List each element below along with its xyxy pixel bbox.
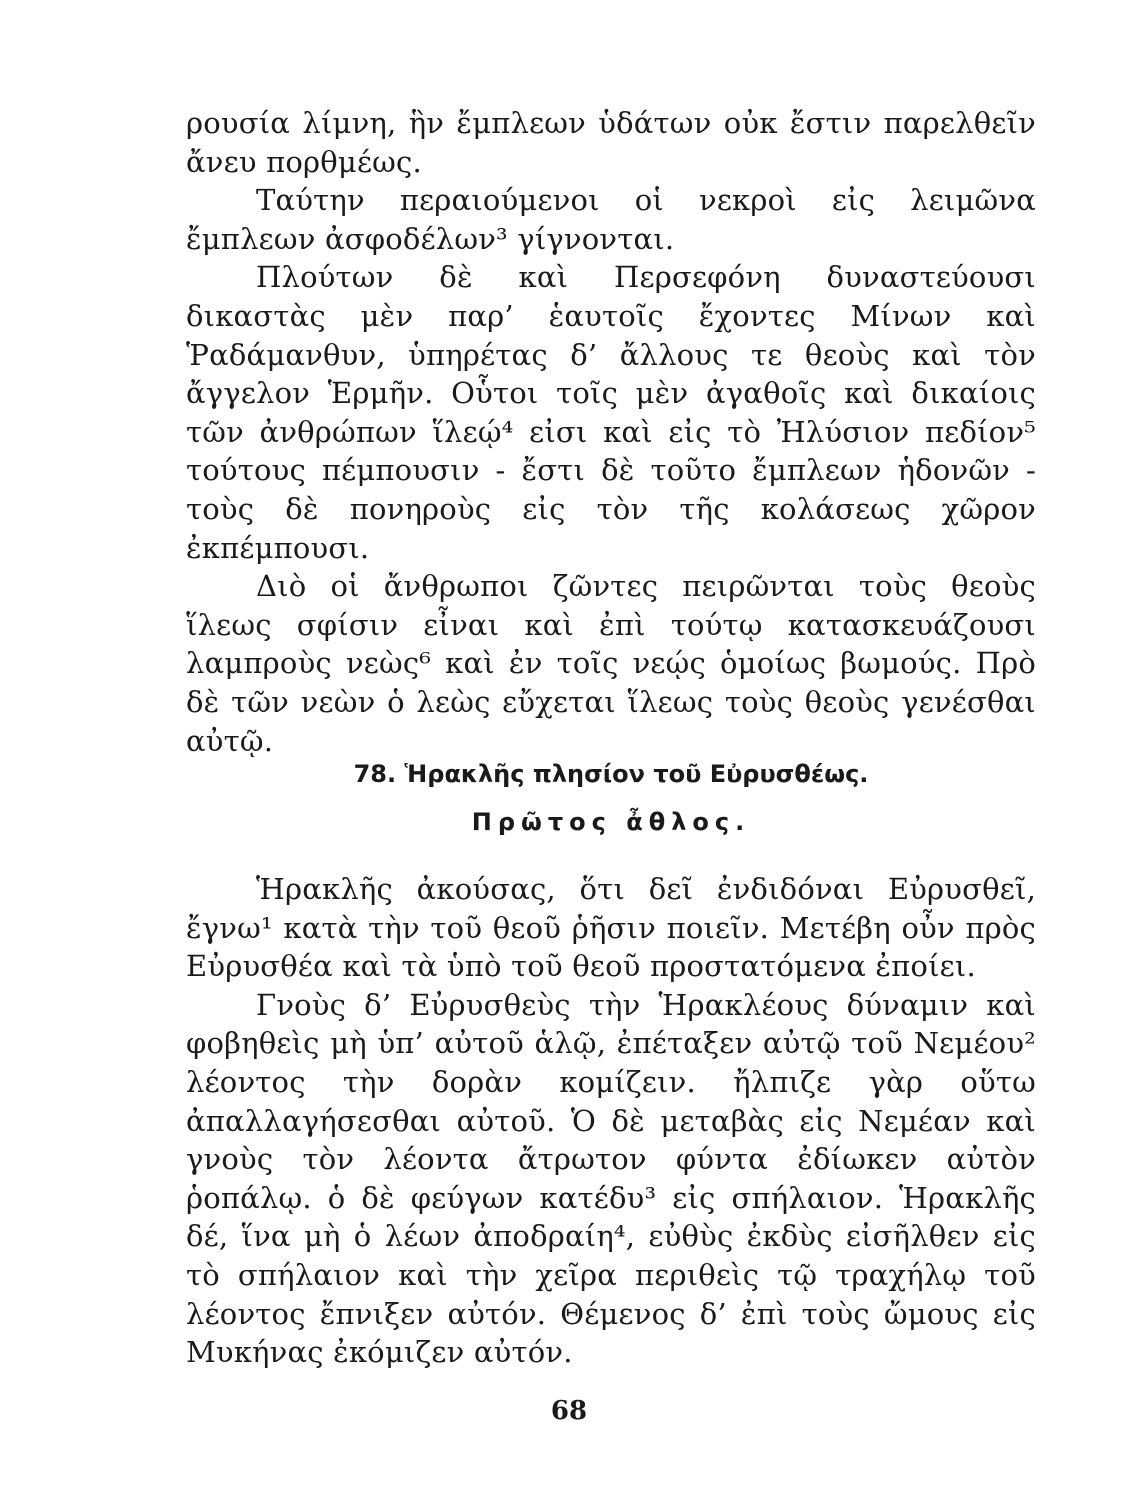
text-block-top	[186, 104, 1036, 760]
paragraph: Πλούτων δὲ καὶ Περσεφόνη δυναστεύουσι δικαστὰς μὲν παρ’ ἑαυτοῖς ἔχοντες Μίνων καὶ Ῥαδάμανθυν, ὑπηρέτας δ’ ἄλλους τε θεοὺς καὶ τὸν ἄγγελον Ἑρμῆν. Οὗτοι τοῖς μὲν ἀγαθοῖς καὶ δικαίοις τῶν ἀνθρώπων ἵλεῴ⁴ εἰσι καὶ εἰς τὸ Ἠλύσιον πεδίον⁵ τούτους πέμπουσιν - ἔστι δὲ τοῦτο ἔμπλεων ἡδονῶν - τοὺς δὲ πονηροὺς εἰς τὸν τῆς κολάσεως χῶρον ἐκπέμπουσι.	[186, 260, 1036, 565]
paragraph: Διὸ οἱ ἄνθρωποι ζῶντες πειρῶνται τοὺς θεοὺς ἵλεως σφίσιν εἶναι καὶ ἐπὶ τούτῳ κατασκευάζουσι λαμπροὺς νεὼς⁶ καὶ ἐν τοῖς νεῴς ὁμοίως βωμούς. Πρὸ δὲ τῶν νεὼν ὁ λεὼς εὔχεται ἵλεως τοὺς θεοὺς γενέσθαι αὐτῷ.	[186, 569, 1036, 758]
page-number: 68	[550, 1396, 588, 1426]
paragraph: Γνοὺς δ’ Εὐρυσθεὺς τὴν Ἡρακλέους δύναμιν καὶ φοβηθεὶς μὴ ὑπ’ αὐτοῦ ἁλῷ, ἐπέταξεν αὐτῷ τοῦ Νεμέου² λέοντος τὴν δορὰν κομίζειν. ἤλπιζε γὰρ οὕτω ἀπαλλαγήσεσθαι αὐτοῦ. Ὁ δὲ μεταβὰς εἰς Νεμέαν καὶ γνοὺς τὸν λέοντα ἄτρωτον φύντα ἐδίωκεν αὐτὸν ῥοπάλῳ. ὁ δὲ φεύγων κατέδυ³ εἰς σπήλαιον. Ἡρακλῆς δέ, ἵνα μὴ ὁ λέων ἀποδραίη⁴, εὐθὺς ἐκδὺς εἰσῆλθεν εἰς τὸ σπήλαιον καὶ τὴν χεῖρα περιθεὶς τῷ τραχήλῳ τοῦ λέοντος ἔπνιξεν αὐτόν. Θέμενος δ’ ἐπὶ τοὺς ὤμους εἰς Μυκήνας ἐκόμιζεν αὐτόν.	[186, 987, 1036, 1370]
paragraph: Ἡρακλῆς ἀκούσας, ὅτι δεῖ ἐνδιδόναι Εὐρυσθεῖ, ἔγνω¹ κατὰ τὴν τοῦ θεοῦ ῥῆσιν ποιεῖν. Μετέβη οὖν πρὸς Εὐρυσθέα καὶ τὰ ὑπὸ τοῦ θεοῦ προστατόμενα ἐποίει.	[186, 872, 1036, 984]
section-subheading: Πρῶτος ἆθλος.	[471, 808, 751, 836]
paragraph: ρουσία λίμνη, ἣν ἔμπλεων ὑδάτων οὐκ ἔστιν παρελθεῖν ἄνευ πορθμέως.	[186, 106, 1036, 179]
paragraph: Ταύτην περαιούμενοι οἱ νεκροὶ εἰς λειμῶνα ἔμπλεων ἀσφοδέλων³ γίγνονται.	[186, 183, 1036, 256]
chapter-heading: 78. Ἡρακλῆς πλησίον τοῦ Εὐρυσθέως.	[353, 760, 869, 788]
text-block-bottom	[186, 870, 1036, 1372]
